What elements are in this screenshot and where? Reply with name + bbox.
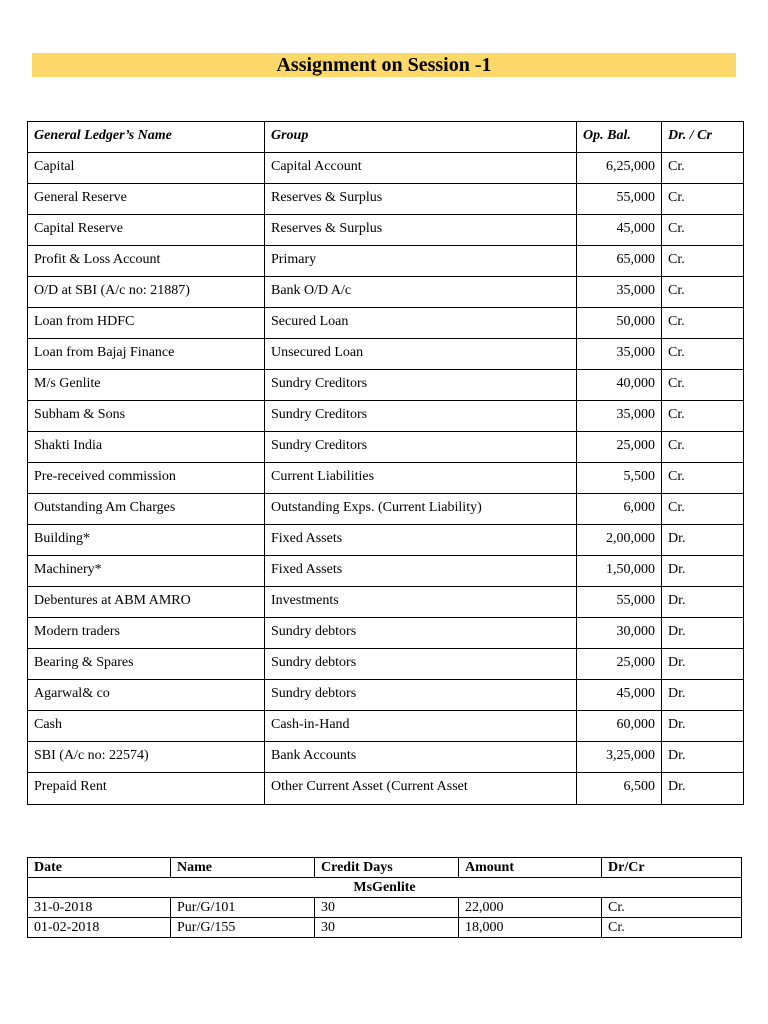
ledger-cell-name: Profit & Loss Account xyxy=(28,246,265,277)
ledger-cell-name: Bearing & Spares xyxy=(28,649,265,680)
dues-cell-amount: 18,000 xyxy=(459,918,602,938)
ledger-row xyxy=(28,215,744,246)
ledger-header-group: Group xyxy=(265,122,577,153)
ledger-cell-group: Investments xyxy=(265,587,577,618)
ledger-cell-group: Cash-in-Hand xyxy=(265,711,577,742)
ledger-row xyxy=(28,494,744,525)
dues-header-date: Date xyxy=(28,858,171,878)
dues-cell-date: 01-02-2018 xyxy=(28,918,171,938)
ledger-cell-name: Subham & Sons xyxy=(28,401,265,432)
ledger-header-dr-cr: Dr. / Cr xyxy=(662,122,744,153)
ledger-row xyxy=(28,649,744,680)
ledger-cell-dr-cr: Dr. xyxy=(662,587,744,618)
ledger-cell-group: Secured Loan xyxy=(265,308,577,339)
dues-cell-dr-cr: Cr. xyxy=(602,898,742,918)
ledger-cell-group: Sundry Creditors xyxy=(265,432,577,463)
page-title: Assignment on Session -1 xyxy=(32,53,736,77)
ledger-row xyxy=(28,308,744,339)
ledger-cell-group: Sundry Creditors xyxy=(265,401,577,432)
ledger-cell-op-bal: 35,000 xyxy=(577,339,662,370)
ledger-cell-name: O/D at SBI (A/c no: 21887) xyxy=(28,277,265,308)
dues-header-amount: Amount xyxy=(459,858,602,878)
ledger-cell-dr-cr: Cr. xyxy=(662,215,744,246)
ledger-cell-name: SBI (A/c no: 22574) xyxy=(28,742,265,773)
ledger-cell-op-bal: 45,000 xyxy=(577,215,662,246)
ledger-cell-dr-cr: Cr. xyxy=(662,370,744,401)
ledger-cell-group: Sundry debtors xyxy=(265,649,577,680)
ledger-cell-op-bal: 2,00,000 xyxy=(577,525,662,556)
ledger-cell-name: Modern traders xyxy=(28,618,265,649)
ledger-cell-group: Bank Accounts xyxy=(265,742,577,773)
ledger-cell-name: Prepaid Rent xyxy=(28,773,265,805)
ledger-cell-dr-cr: Cr. xyxy=(662,463,744,494)
ledger-cell-op-bal: 1,50,000 xyxy=(577,556,662,587)
ledger-cell-group: Sundry debtors xyxy=(265,618,577,649)
ledger-row xyxy=(28,773,744,805)
ledger-cell-name: M/s Genlite xyxy=(28,370,265,401)
ledger-cell-group: Reserves & Surplus xyxy=(265,184,577,215)
ledger-cell-name: Building* xyxy=(28,525,265,556)
ledger-cell-dr-cr: Cr. xyxy=(662,494,744,525)
dues-cell-amount: 22,000 xyxy=(459,898,602,918)
dues-cell-credit-days: 30 xyxy=(315,898,459,918)
ledger-cell-name: Outstanding Am Charges xyxy=(28,494,265,525)
ledger-cell-op-bal: 25,000 xyxy=(577,649,662,680)
ledger-cell-group: Other Current Asset (Current Asset xyxy=(265,773,577,805)
ledger-cell-name: Pre-received commission xyxy=(28,463,265,494)
dues-cell-name: Pur/G/155 xyxy=(171,918,315,938)
ledger-cell-name: Loan from HDFC xyxy=(28,308,265,339)
ledger-cell-op-bal: 6,500 xyxy=(577,773,662,805)
ledger-cell-dr-cr: Cr. xyxy=(662,401,744,432)
ledger-cell-op-bal: 65,000 xyxy=(577,246,662,277)
ledger-cell-group: Current Liabilities xyxy=(265,463,577,494)
dues-header-name: Name xyxy=(171,858,315,878)
ledger-cell-dr-cr: Cr. xyxy=(662,184,744,215)
ledger-cell-group: Capital Account xyxy=(265,153,577,184)
ledger-cell-dr-cr: Dr. xyxy=(662,556,744,587)
dues-header-row xyxy=(28,858,742,878)
ledger-cell-group: Sundry Creditors xyxy=(265,370,577,401)
ledger-cell-name: Capital Reserve xyxy=(28,215,265,246)
ledger-cell-group: Bank O/D A/c xyxy=(265,277,577,308)
ledger-cell-op-bal: 25,000 xyxy=(577,432,662,463)
ledger-cell-group: Primary xyxy=(265,246,577,277)
ledger-row xyxy=(28,277,744,308)
ledger-cell-group: Unsecured Loan xyxy=(265,339,577,370)
ledger-cell-op-bal: 50,000 xyxy=(577,308,662,339)
ledger-cell-name: Capital xyxy=(28,153,265,184)
ledger-header-name: General Ledger’s Name xyxy=(28,122,265,153)
dues-cell-name: Pur/G/101 xyxy=(171,898,315,918)
ledger-cell-dr-cr: Cr. xyxy=(662,308,744,339)
ledger-cell-op-bal: 60,000 xyxy=(577,711,662,742)
ledger-cell-dr-cr: Dr. xyxy=(662,680,744,711)
ledger-cell-op-bal: 35,000 xyxy=(577,401,662,432)
ledger-row xyxy=(28,432,744,463)
dues-cell-credit-days: 30 xyxy=(315,918,459,938)
ledger-cell-group: Outstanding Exps. (Current Liability) xyxy=(265,494,577,525)
ledger-row xyxy=(28,463,744,494)
ledger-cell-op-bal: 5,500 xyxy=(577,463,662,494)
ledger-header-op-bal: Op. Bal. xyxy=(577,122,662,153)
ledger-row xyxy=(28,680,744,711)
ledger-cell-name: Machinery* xyxy=(28,556,265,587)
ledger-row xyxy=(28,742,744,773)
ledger-cell-name: Loan from Bajaj Finance xyxy=(28,339,265,370)
ledger-cell-group: Reserves & Surplus xyxy=(265,215,577,246)
ledger-row xyxy=(28,153,744,184)
dues-header-dr-cr: Dr/Cr xyxy=(602,858,742,878)
ledger-cell-dr-cr: Cr. xyxy=(662,339,744,370)
ledger-row xyxy=(28,556,744,587)
ledger-row xyxy=(28,587,744,618)
ledger-cell-op-bal: 40,000 xyxy=(577,370,662,401)
ledger-cell-name: Cash xyxy=(28,711,265,742)
ledger-row xyxy=(28,184,744,215)
ledger-cell-name: Shakti India xyxy=(28,432,265,463)
ledger-cell-op-bal: 30,000 xyxy=(577,618,662,649)
ledger-cell-dr-cr: Dr. xyxy=(662,742,744,773)
dues-cell-date: 31-0-2018 xyxy=(28,898,171,918)
ledger-cell-op-bal: 3,25,000 xyxy=(577,742,662,773)
ledger-table xyxy=(27,121,744,805)
dues-row xyxy=(28,898,742,918)
dues-table xyxy=(27,857,742,938)
dues-group-label: MsGenlite xyxy=(28,878,742,898)
ledger-cell-dr-cr: Cr. xyxy=(662,153,744,184)
ledger-cell-dr-cr: Dr. xyxy=(662,649,744,680)
ledger-row xyxy=(28,370,744,401)
ledger-cell-dr-cr: Cr. xyxy=(662,246,744,277)
ledger-row xyxy=(28,401,744,432)
ledger-cell-op-bal: 55,000 xyxy=(577,184,662,215)
dues-group-row xyxy=(28,878,742,898)
ledger-row xyxy=(28,339,744,370)
ledger-row xyxy=(28,711,744,742)
ledger-cell-op-bal: 35,000 xyxy=(577,277,662,308)
dues-header-credit-days: Credit Days xyxy=(315,858,459,878)
dues-row xyxy=(28,918,742,938)
ledger-cell-dr-cr: Cr. xyxy=(662,277,744,308)
ledger-cell-name: Debentures at ABM AMRO xyxy=(28,587,265,618)
ledger-row xyxy=(28,246,744,277)
ledger-cell-name: General Reserve xyxy=(28,184,265,215)
ledger-cell-dr-cr: Dr. xyxy=(662,525,744,556)
ledger-header-row xyxy=(28,122,744,153)
ledger-cell-dr-cr: Dr. xyxy=(662,773,744,805)
ledger-cell-group: Sundry debtors xyxy=(265,680,577,711)
ledger-cell-group: Fixed Assets xyxy=(265,525,577,556)
dues-cell-dr-cr: Cr. xyxy=(602,918,742,938)
ledger-cell-dr-cr: Cr. xyxy=(662,432,744,463)
ledger-cell-op-bal: 55,000 xyxy=(577,587,662,618)
ledger-row xyxy=(28,618,744,649)
ledger-cell-name: Agarwal& co xyxy=(28,680,265,711)
ledger-cell-dr-cr: Dr. xyxy=(662,711,744,742)
ledger-cell-dr-cr: Dr. xyxy=(662,618,744,649)
ledger-cell-op-bal: 6,000 xyxy=(577,494,662,525)
ledger-cell-op-bal: 45,000 xyxy=(577,680,662,711)
ledger-row xyxy=(28,525,744,556)
ledger-cell-op-bal: 6,25,000 xyxy=(577,153,662,184)
ledger-cell-group: Fixed Assets xyxy=(265,556,577,587)
